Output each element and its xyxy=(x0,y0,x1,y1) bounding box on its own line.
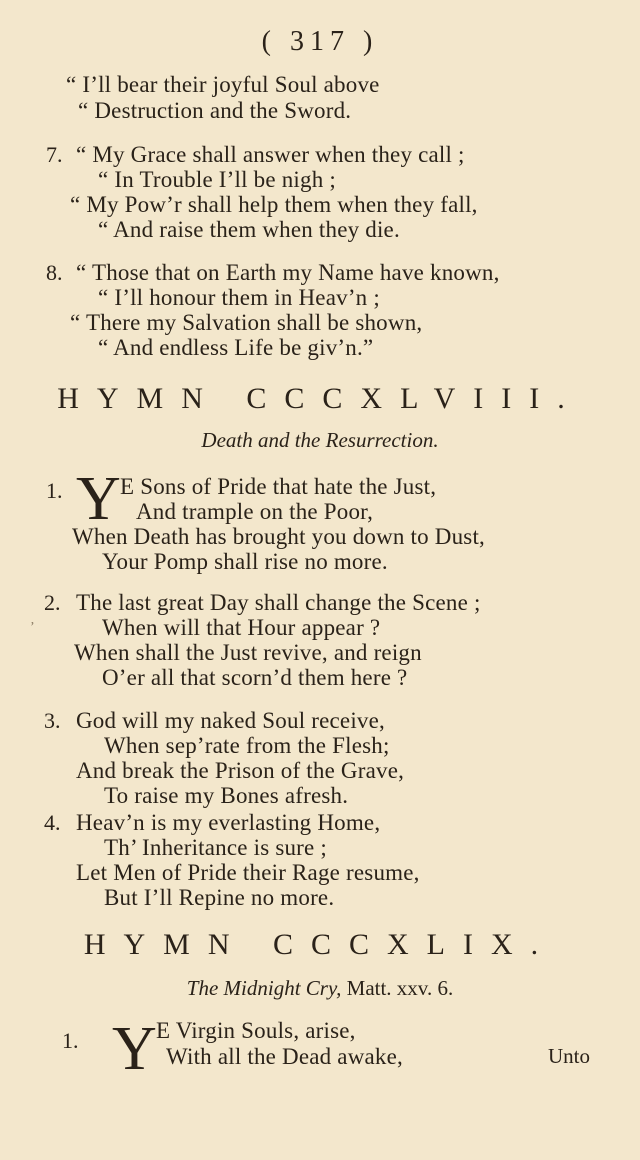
verse-line: Heav’n is my everlasting Home, xyxy=(76,810,381,835)
hymn-title: HYMN CCCXLIX. xyxy=(83,928,557,961)
verse-line: “ I’ll honour them in Heav’n ; xyxy=(98,285,380,310)
verse-line: But I’ll Repine no more. xyxy=(104,885,335,910)
verse-line: Let Men of Pride their Rage resume, xyxy=(76,860,420,885)
verse-line: God will my naked Soul receive, xyxy=(76,708,385,733)
verse-line: And trample on the Poor, xyxy=(136,499,374,524)
verse-line: With all the Dead awake, xyxy=(166,1044,403,1069)
verse-number: 3. xyxy=(44,708,61,733)
hymn-title: HYMN CCCXLVIII. xyxy=(57,382,583,415)
verse-line: “ I’ll bear their joyful Soul above xyxy=(66,72,380,97)
verse-line: “ In Trouble I’ll be nigh ; xyxy=(98,167,336,192)
verse-number: 8. xyxy=(46,260,63,285)
verse-number: 7. xyxy=(46,142,63,167)
hymn-subtitle-reference: Matt. xxv. 6. xyxy=(346,976,454,1000)
catchword: Unto xyxy=(548,1044,590,1068)
verse-line: “ And endless Life be giv’n.” xyxy=(98,335,374,360)
verse-line: E Sons of Pride that hate the Just, xyxy=(120,474,437,499)
verse-line: The last great Day shall change the Scene ; xyxy=(76,590,481,615)
hymn-subtitle: Death and the Resurrection. xyxy=(201,428,439,452)
verse-number: 2. xyxy=(44,590,61,615)
margin-mark: ʼ xyxy=(30,620,35,635)
verse-line: “ Those that on Earth my Name have known, xyxy=(76,260,500,285)
page-number: ( 317 ) xyxy=(261,26,379,57)
verse-line: Your Pomp shall rise no more. xyxy=(102,549,388,574)
drop-capital: Y xyxy=(112,1015,157,1083)
verse-line: “ There my Salvation shall be shown, xyxy=(70,310,423,335)
hymn-subtitle xyxy=(0,976,640,1001)
verse-number: 1. xyxy=(62,1028,79,1053)
verse-number: 4. xyxy=(44,810,61,835)
verse-line: When Death has brought you down to Dust, xyxy=(72,524,485,549)
verse-line: And break the Prison of the Grave, xyxy=(76,758,405,783)
verse-line: To raise my Bones afresh. xyxy=(104,783,349,808)
verse-line: When sep’rate from the Flesh; xyxy=(104,733,390,758)
verse-line: When will that Hour appear ? xyxy=(102,615,381,640)
verse-number: 1. xyxy=(46,478,63,503)
drop-capital: Y xyxy=(76,465,121,533)
verse-line: E Virgin Souls, arise, xyxy=(156,1018,356,1043)
verse-line: “ My Grace shall answer when they call ; xyxy=(76,142,465,167)
verse-line: “ And raise them when they die. xyxy=(98,217,400,242)
hymn-subtitle-title: The Midnight Cry, xyxy=(186,976,342,1000)
verse-line: Th’ Inheritance is sure ; xyxy=(104,835,327,860)
verse-line: “ My Pow’r shall help them when they fall, xyxy=(70,192,478,217)
verse-line: “ Destruction and the Sword. xyxy=(78,98,352,123)
verse-line: When shall the Just revive, and reign xyxy=(74,640,422,665)
verse-line: O’er all that scorn’d them here ? xyxy=(102,665,408,690)
